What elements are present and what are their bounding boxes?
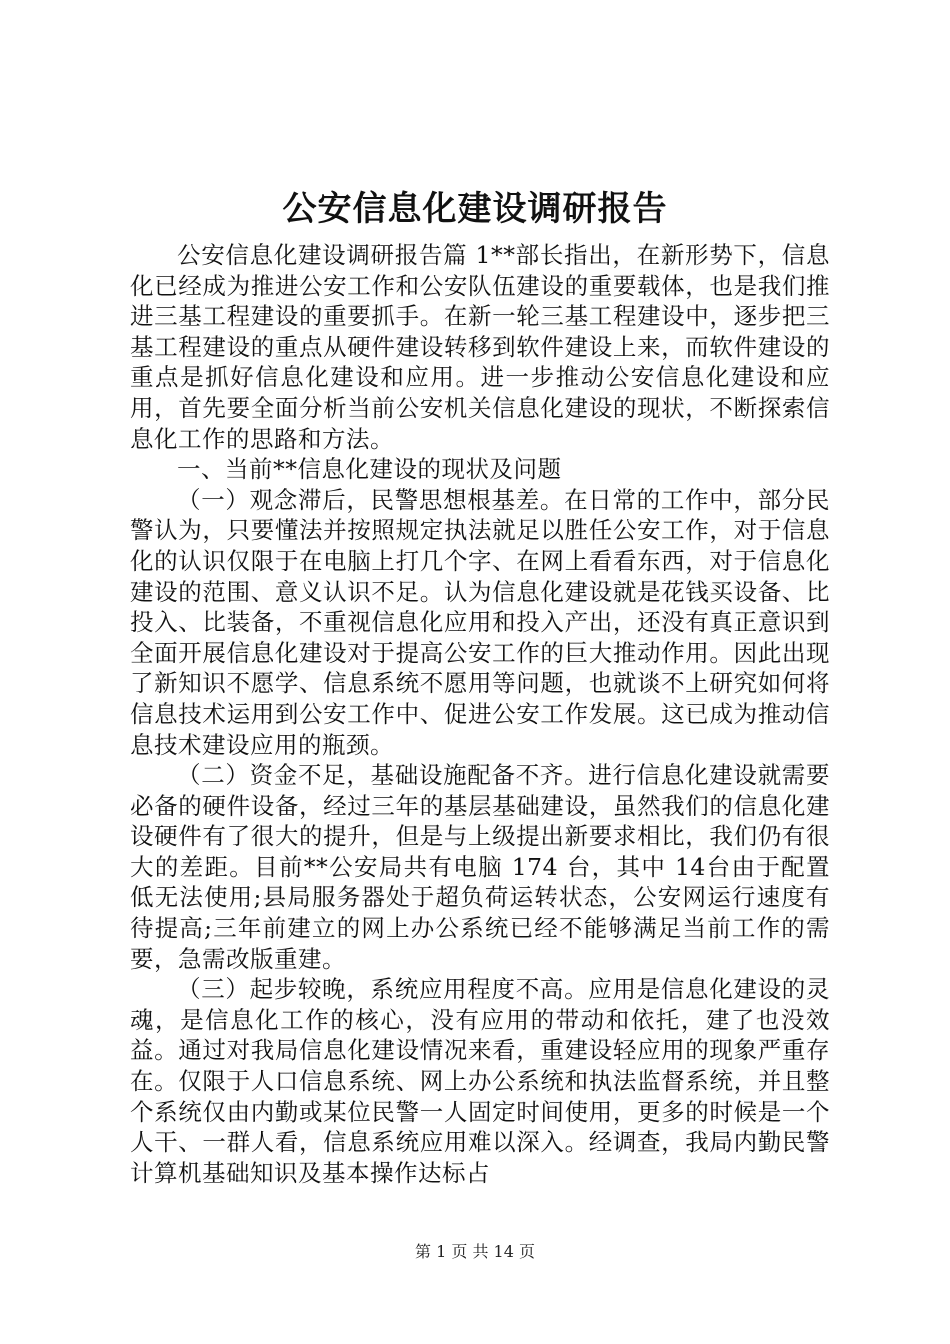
document-body: [130, 240, 830, 1188]
paragraph-item-3: （三）起步较晚，系统应用程度不高。应用是信息化建设的灵魂，是信息化工作的核心，没有应用的带动和依托，建了也没效益。通过对我局信息化建设情况来看，重建设轻应用的现象严重存在。仅限于人口信息系统、网上办公系统和执法监督系统，并且整个系统仅由内勤或某位民警一人固定时间使用，更多的时候是一个人干、一群人看，信息系统应用难以深入。经调查，我局内勤民警计算机基础知识及基本操作达标占: [130, 975, 830, 1187]
section-heading-1: 一、当前**信息化建设的现状及问题: [177, 455, 562, 484]
page-footer: 第 1 页 共 14 页: [415, 1242, 535, 1261]
paragraph-intro: 公安信息化建设调研报告篇 1**部长指出，在新形势下，信息化已经成为推进公安工作和公安队伍建设的重要载体，也是我们推进三基工程建设的重要抓手。在新一轮三基工程建设中，逐步把三基工程建设的重点从硬件建设转移到软件建设上来，而软件建设的重点是抓好信息化建设和应用。进一步推动公安信息化建设和应用，首先要全面分析当前公安机关信息化建设的现状，不断探索信息化工作的思路和方法。: [130, 241, 830, 453]
document-title: 公安信息化建设调研报告: [282, 189, 668, 229]
paragraph-item-2: （二）资金不足，基础设施配备不齐。进行信息化建设就需要必备的硬件设备，经过三年的基层基础建设，虽然我们的信息化建设硬件有了很大的提升，但是与上级提出新要求相比，我们仍有很大的差距。目前**公安局共有电脑 174 台，其中 14台由于配置低无法使用;县局服务器处于超负荷运转状态，公安网运行速度有待提高;三年前建立的网上办公系统已经不能够满足当前工作的需要，急需改版重建。: [130, 761, 830, 973]
paragraph-item-1: （一）观念滞后，民警思想根基差。在日常的工作中，部分民警认为，只要懂法并按照规定执法就足以胜任公安工作，对于信息化的认识仅限于在电脑上打几个字、在网上看看东西，对于信息化建设的范围、意义认识不足。认为信息化建设就是花钱买设备、比投入、比装备，不重视信息化应用和投入产出，还没有真正意识到全面开展信息化建设对于提高公安工作的巨大推动作用。因此出现了新知识不愿学、信息系统不愿用等问题，也就谈不上研究如何将信息技术运用到公安工作中、促进公安工作发展。这已成为推动信息技术建设应用的瓶颈。: [130, 485, 830, 759]
